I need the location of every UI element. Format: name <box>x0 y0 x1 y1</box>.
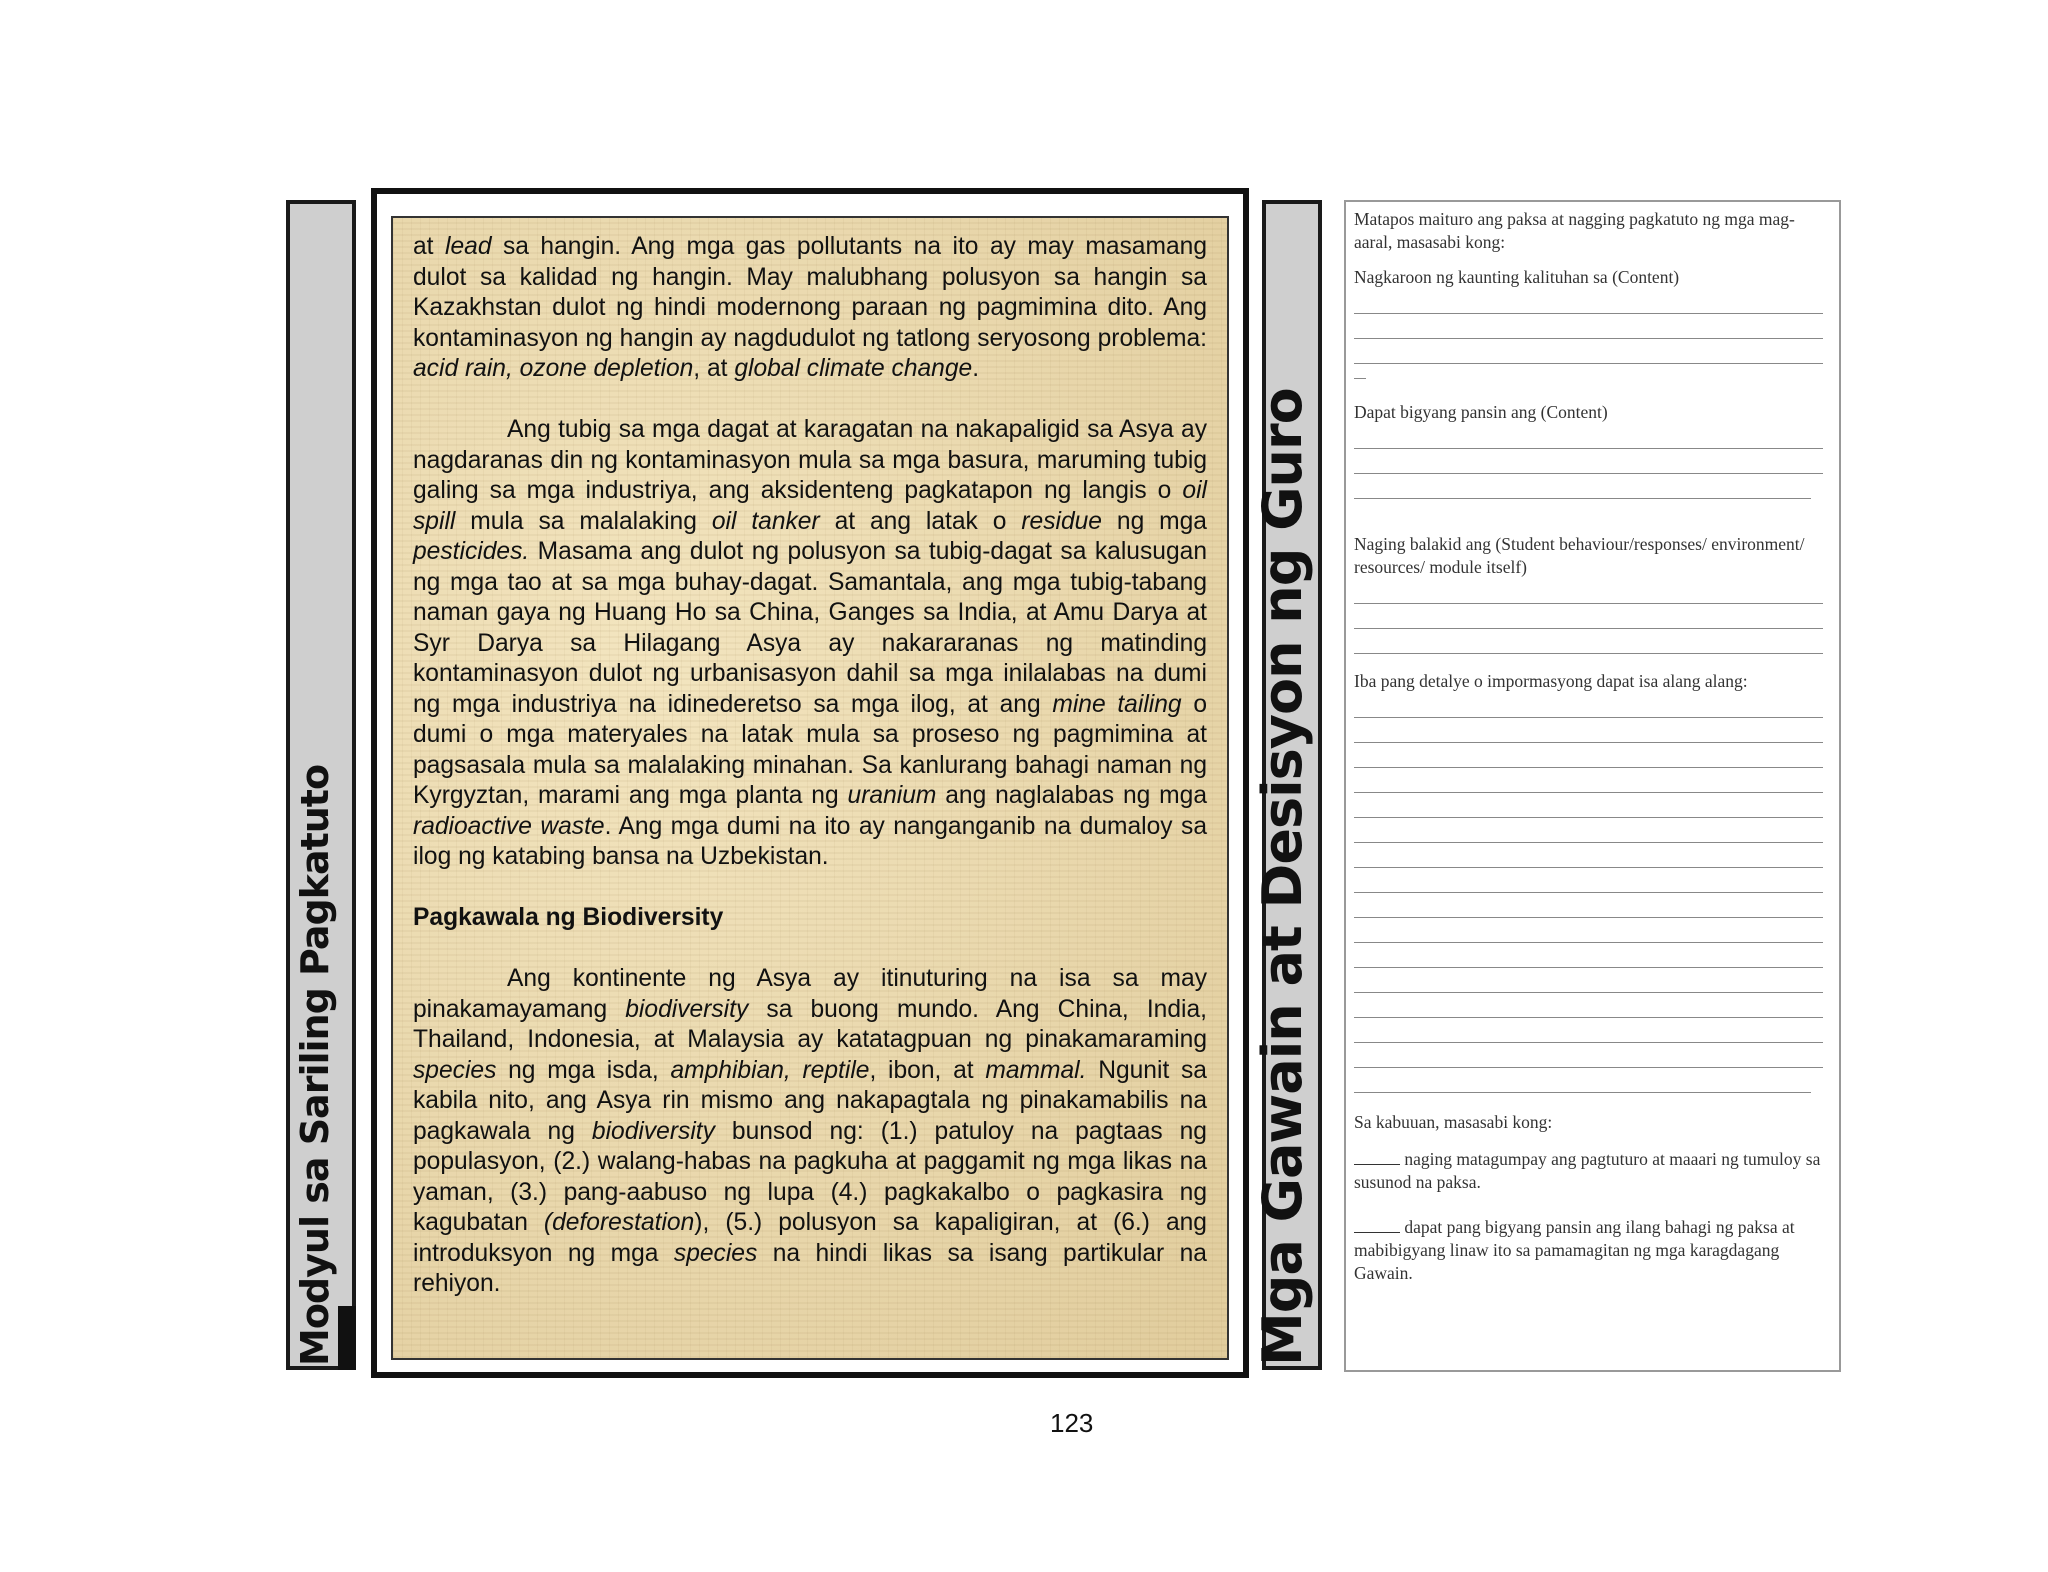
answer-line[interactable] <box>1354 289 1823 314</box>
teacher-form-panel <box>1344 200 1841 1372</box>
answer-line[interactable] <box>1354 424 1823 449</box>
form-question-obstacles: Naging balakid ang (Student behaviour/responses/ environment/ resources/ module itself) <box>1354 534 1805 577</box>
form-option-needs-work: dapat pang bigyang pansin ang ilang bahagi ng paksa at mabibigyang linaw ito sa pamamagitan ng mga karagdagang Gawain. <box>1354 1217 1795 1283</box>
answer-line[interactable] <box>1354 743 1823 768</box>
paragraph-water-pollution: Ang tubig sa mga dagat at karagatan na nakapaligid sa Asya ay nagdaranas din ng kontaminasyon mula sa mga basura, maruming tubig galing sa mga industriya, ang aksidenteng pagkatapon ng langis o oil spill mula sa malalaking oil tanker at ang latak o residue ng mga pesticides. Masama ang dulot ng polusyon sa tubig-dagat sa kalusugan ng mga tao at sa mga buhay-dagat. Samantala, ang mga tubig-tabang naman gaya ng Huang Ho sa China, Ganges sa India, at Amu Darya at Syr Darya sa Hilagang Asya ay nakararanas ng matinding kontaminasyon dulot ng urbanisasyon dahil sa mga inilalabas na dumi ng mga industriya na idinederetso sa mga ilog, at ang mine tailing o dumi o mga materyales na latak mula sa proseso ng pagmimina at pagsasala mula sa malalaking minahan. Sa kanlurang bahagi naman ng Kyrgyztan, marami ang mga planta ng uranium ang naglalabas ng mga radioactive waste. Ang mga dumi na ito ay nanganganib na dumaloy sa ilog ng katabing bansa na Uzbekistan. <box>413 416 1207 870</box>
answer-line[interactable] <box>1354 968 1823 993</box>
answer-line[interactable] <box>1354 339 1823 364</box>
answer-line[interactable] <box>1354 1068 1811 1093</box>
answer-line[interactable] <box>1354 993 1823 1018</box>
answer-line[interactable] <box>1354 314 1823 339</box>
right-banner-title: Mga Gawain at Desisyon ng Guro <box>1251 388 1314 1366</box>
answer-line[interactable] <box>1354 449 1823 474</box>
paragraph-air-pollution: at lead sa hangin. Ang mga gas pollutants na ito ay may masamang dulot sa kalidad ng hangin. May malubhang polusyon sa hangin sa Kazakhstan dulot ng hindi modernong paraan ng pagmimina dito. Ang kontaminasyon ng hangin ay nagdudulot ng tatlong seryosong problema: acid rain, ozone depletion, at global climate change. <box>413 233 1208 382</box>
answer-dash <box>1354 364 1366 379</box>
right-vertical-banner <box>1251 200 1322 1370</box>
answer-line[interactable] <box>1354 793 1823 818</box>
form-question-other-details: Iba pang detalye o impormasyong dapat isa alang alang: <box>1354 671 1748 691</box>
page-number: 123 <box>1050 1408 1094 1438</box>
parchment-text-area <box>391 216 1229 1360</box>
form-question-focus: Dapat bigyang pansin ang (Content) <box>1354 402 1608 422</box>
answer-line[interactable] <box>1354 579 1823 604</box>
main-text-frame <box>371 188 1249 1378</box>
section-heading: Pagkawala ng Biodiversity <box>413 904 724 931</box>
answer-line[interactable] <box>1354 604 1823 629</box>
answer-line[interactable] <box>1354 943 1823 968</box>
checkbox-blank[interactable] <box>1354 1218 1400 1233</box>
answer-line[interactable] <box>1354 868 1823 893</box>
answer-line[interactable] <box>1354 693 1823 718</box>
form-intro: Matapos maituro ang paksa at nagging pagkatuto ng mga mag-aaral, masasabi kong: <box>1354 209 1795 252</box>
paragraph-biodiversity: Ang kontinente ng Asya ay itinuturing na isa sa may pinakamayamang biodiversity sa buong mundo. Ang China, India, Thailand, Indonesia, at Malaysia ay katatagpuan ng pinakamaraming species ng mga isda, amphibian, reptile, ibon, at mammal. Ngunit sa kabila nito, ang Asya rin mismo ang nakapagtala ng pinakamabilis na pagkawala ng biodiversity bunsod ng: (1.) patuloy na pagtaas ng populasyon, (2.) walang-habas na pagkuha at paggamit ng mga likas na yaman, (3.) pang-aabuso ng lupa (4.) pagkakalbo o pagkasira ng kagubatan (deforestation), (5.) polusyon sa kapaligiran, at (6.) ang introduksyon ng mga species na hindi likas sa isang partikular na rehiyon. <box>413 965 1207 1297</box>
form-summary-label: Sa kabuuan, masasabi kong: <box>1354 1112 1553 1132</box>
answer-line[interactable] <box>1354 918 1823 943</box>
answer-line[interactable] <box>1354 474 1811 499</box>
form-option-success: naging matagumpay ang pagtuturo at maaari ng tumuloy sa susunod na paksa. <box>1354 1149 1821 1192</box>
answer-line[interactable] <box>1354 843 1823 868</box>
answer-line[interactable] <box>1354 893 1823 918</box>
left-vertical-banner <box>286 200 356 1370</box>
banner-accent-bar <box>338 1306 356 1370</box>
form-question-content-confusion: Nagkaroon ng kaunting kalituhan sa (Content) <box>1354 267 1680 287</box>
answer-line[interactable] <box>1354 629 1823 654</box>
answer-line[interactable] <box>1354 768 1823 793</box>
checkbox-blank[interactable] <box>1354 1150 1400 1165</box>
answer-line[interactable] <box>1354 818 1823 843</box>
answer-line[interactable] <box>1354 718 1823 743</box>
left-banner-title: Modyul sa Sariling Pagkatuto <box>293 764 337 1366</box>
answer-line[interactable] <box>1354 1018 1823 1043</box>
answer-line[interactable] <box>1354 1043 1823 1068</box>
